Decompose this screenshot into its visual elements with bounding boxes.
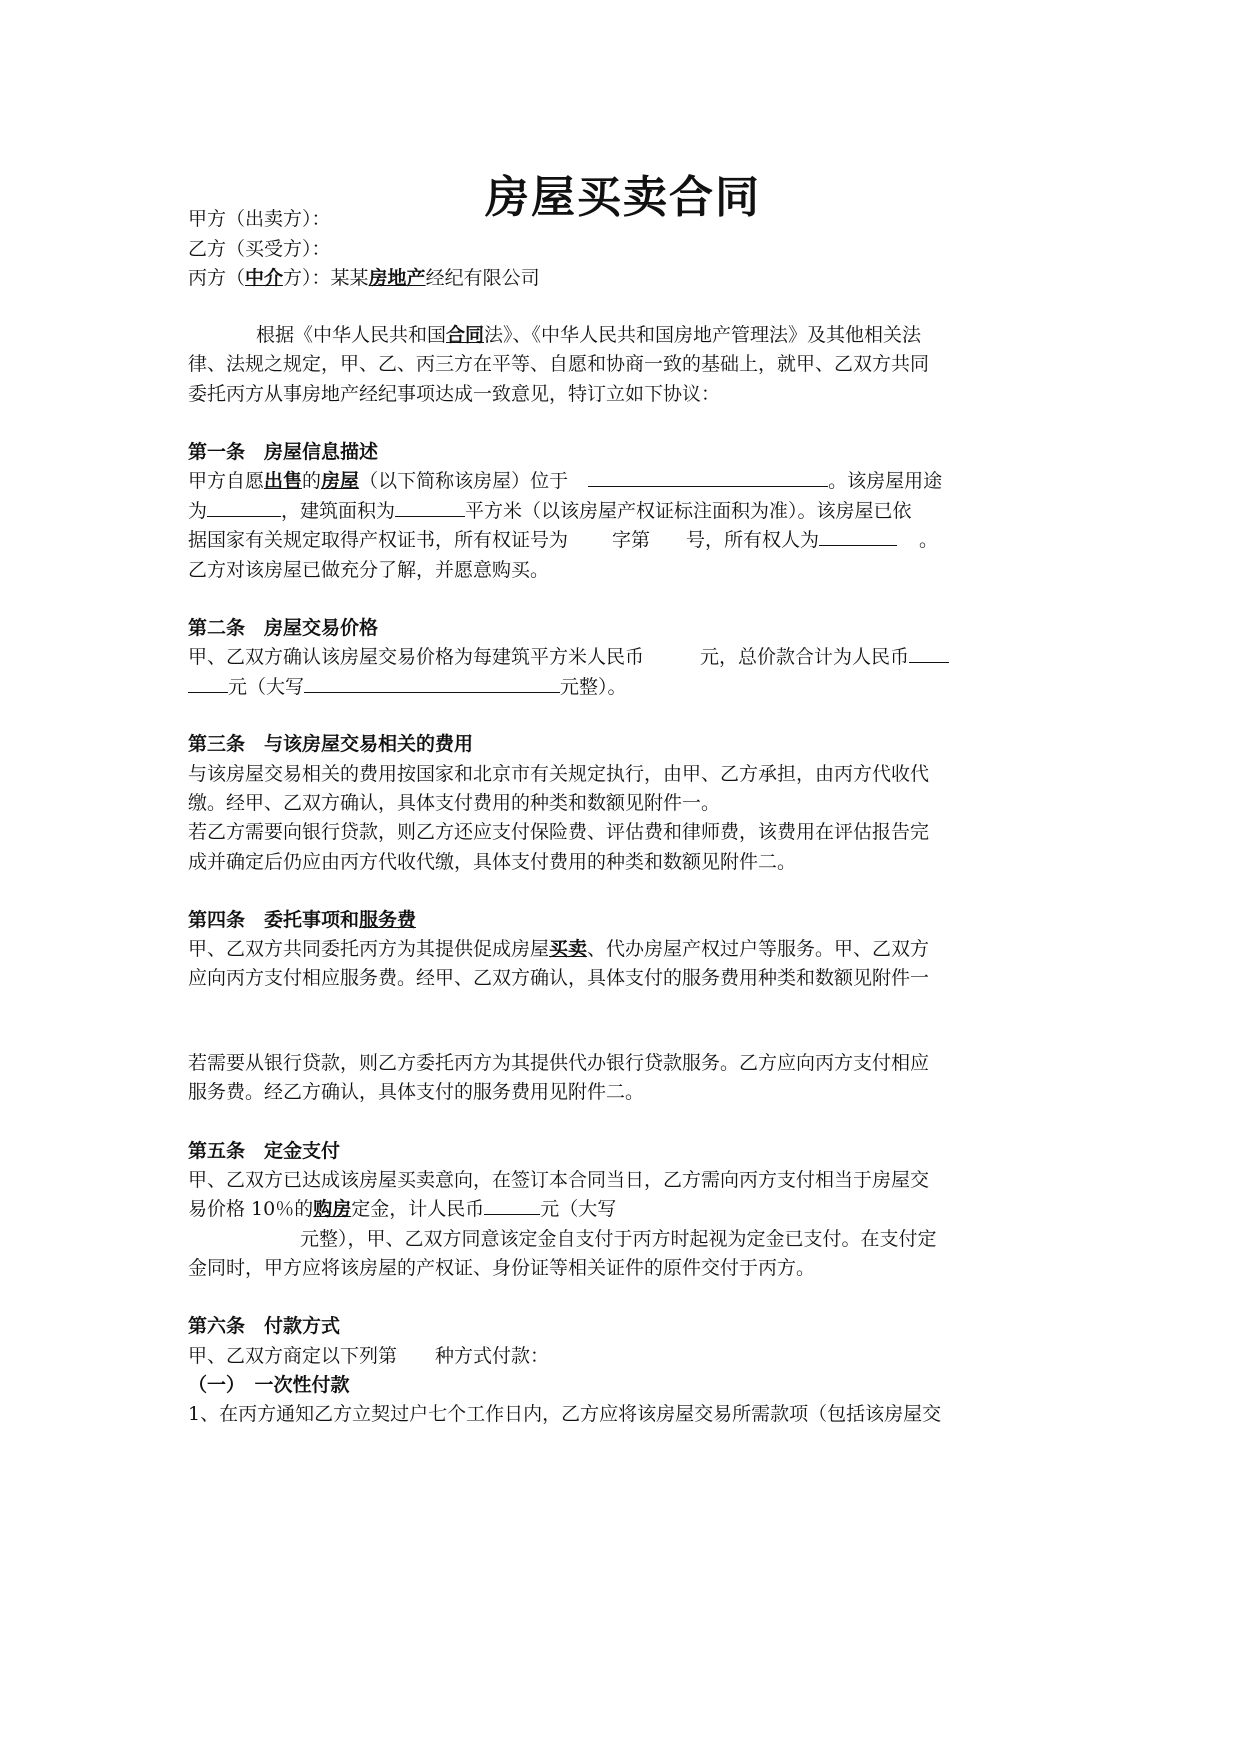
a2-text-4: 元整）。: [560, 676, 627, 698]
intro-text-1: 根据《中华人民共和国: [256, 324, 447, 346]
article-5-line-2: [188, 1193, 616, 1225]
article-3-heading: 第三条 与该房屋交易相关的费用: [188, 733, 474, 755]
party-a-line: [188, 203, 331, 235]
a1-text-10: 号，所有权人为: [686, 529, 820, 551]
party-c-text-2: 方）：某某: [283, 267, 369, 289]
article-1-heading: 第一条 房屋信息描述: [188, 441, 379, 463]
a1-text-4: 。该房屋用途: [828, 470, 943, 492]
article-2-line-2: [188, 671, 627, 703]
a1-text-11: 。: [919, 529, 939, 551]
party-c-text-1: 丙方（: [188, 267, 246, 289]
party-b-line: [188, 233, 331, 265]
owner-blank[interactable]: [819, 525, 897, 546]
article-1-line-4: 乙方对该房屋已做充分了解，并愿意购买。: [188, 559, 550, 581]
article-4-line-2: 应向丙方支付相应服务费。经甲、乙双方确认，具体支付的服务费用种类和数额见附件一: [188, 967, 930, 989]
party-c-text-3: 经纪有限公司: [425, 267, 540, 289]
a1-text-9: 字第: [612, 529, 651, 551]
a4-service-fee-term: 服务费: [359, 909, 417, 931]
area-blank[interactable]: [395, 496, 465, 517]
party-a-text: 甲方（出卖方）：: [188, 208, 331, 230]
article-6-heading: 第六条 付款方式: [188, 1315, 341, 1337]
a1-text-2: 的: [302, 470, 322, 492]
a2-text-1: 甲、乙双方确认该房屋交易价格为每建筑平方米人民币: [188, 646, 645, 668]
location-blank[interactable]: [588, 466, 828, 487]
amount-in-words-blank[interactable]: [304, 672, 560, 693]
a1-text-6: ，建筑面积为: [281, 500, 396, 522]
article-6-line-1: [188, 1340, 549, 1372]
a1-text-7: 平方米（以该房屋产权证标注面积为准）。该房屋已依: [465, 500, 912, 522]
a1-house-term: 房屋: [321, 470, 360, 492]
article-1-line-2: [188, 495, 912, 527]
a6-text-2: 种方式付款：: [435, 1345, 550, 1367]
intro-line-2: 律、法规之规定，甲、乙、丙三方在平等、自愿和协商一致的基础上，就甲、乙双方共同: [188, 353, 930, 375]
article-1-line-1: [188, 465, 942, 497]
intro-contract-term: 合同: [446, 324, 485, 346]
article-5-heading: 第五条 定金支付: [188, 1140, 341, 1162]
a4-heading-text: 第四条 委托事项和: [188, 909, 360, 931]
article-3-line-1: 与该房屋交易相关的费用按国家和北京市有关规定执行，由甲、乙方承担，由丙方代收代: [188, 763, 930, 785]
contract-title: 房屋买卖合同: [485, 172, 761, 223]
a2-text-3: 元（大写: [228, 676, 305, 698]
article-4-line-4: 服务费。经乙方确认，具体支付的服务费用见附件二。: [188, 1081, 645, 1103]
article-5-line-1: 甲、乙双方已达成该房屋买卖意向，在签订本合同当日，乙方需向丙方支付相当于房屋交: [188, 1169, 930, 1191]
party-c-realestate-term: 房地产: [368, 267, 426, 289]
a5-text-1: 易价格 10％的: [188, 1198, 314, 1220]
a4-text-1: 甲、乙双方共同委托丙方为其提供促成房屋: [188, 938, 550, 960]
usage-blank[interactable]: [207, 496, 281, 517]
article-3-line-2: 缴。经甲、乙双方确认，具体支付费用的种类和数额见附件一。: [188, 792, 721, 814]
total-price-blank-1[interactable]: [909, 642, 949, 663]
party-c-agent-term: 中介: [245, 267, 284, 289]
a1-text-5: 为: [188, 500, 208, 522]
a1-text-1: 甲方自愿: [188, 470, 265, 492]
article-4-line-1: [188, 933, 929, 965]
total-price-blank-2[interactable]: [188, 672, 228, 693]
article-3-line-3: 若乙方需要向银行贷款，则乙方还应支付保险费、评估费和律师费，该费用在评估报告完: [188, 821, 930, 843]
a2-text-2: 元，总价款合计为人民币: [700, 646, 910, 668]
article-1-line-3: [188, 524, 938, 556]
article-2-line-1: [188, 641, 949, 673]
a1-text-8: 据国家有关规定取得产权证书，所有权证号为: [188, 529, 569, 551]
intro-line-3: 委托丙方从事房地产经纪事项达成一致意见，特订立如下协议：: [188, 383, 721, 405]
a5-purchase-term: 购房: [313, 1198, 352, 1220]
article-6-subheading: （一） 一次性付款: [188, 1374, 350, 1396]
a4-trade-term: 买卖: [549, 938, 588, 960]
article-3-line-4: 成并确定后仍应由丙方代收代缴，具体支付费用的种类和数额见附件二。: [188, 851, 797, 873]
article-4-heading: [188, 904, 416, 936]
a5-text-3: 元（大写: [540, 1198, 617, 1220]
article-5-line-4: 金同时，甲方应将该房屋的产权证、身份证等相关证件的原件交付于丙方。: [188, 1257, 816, 1279]
article-6-line-2: 1、在丙方通知乙方立契过户七个工作日内，乙方应将该房屋交易所需款项（包括该房屋交: [188, 1403, 942, 1425]
a1-sell-term: 出售: [264, 470, 303, 492]
party-c-line: [188, 262, 540, 294]
party-b-text: 乙方（买受方）：: [188, 238, 331, 260]
a5-text-2: 定金，计人民币: [351, 1198, 485, 1220]
intro-line-1: [256, 319, 921, 351]
article-5-line-3: 元整），甲、乙双方同意该定金自支付于丙方时起视为定金已支付。在支付定: [300, 1228, 937, 1250]
intro-text-2: 法》、《中华人民共和国房地产管理法》及其他相关法: [484, 324, 922, 346]
article-2-heading: 第二条 房屋交易价格: [188, 617, 379, 639]
a6-text-1: 甲、乙双方商定以下列第: [188, 1345, 398, 1367]
a1-text-3: （以下简称该房屋）位于: [359, 470, 569, 492]
article-4-line-3: 若需要从银行贷款，则乙方委托丙方为其提供代办银行贷款服务。乙方应向丙方支付相应: [188, 1052, 930, 1074]
deposit-amount-blank[interactable]: [484, 1194, 540, 1215]
a4-text-2: 、代办房屋产权过户等服务。甲、乙双方: [587, 938, 930, 960]
